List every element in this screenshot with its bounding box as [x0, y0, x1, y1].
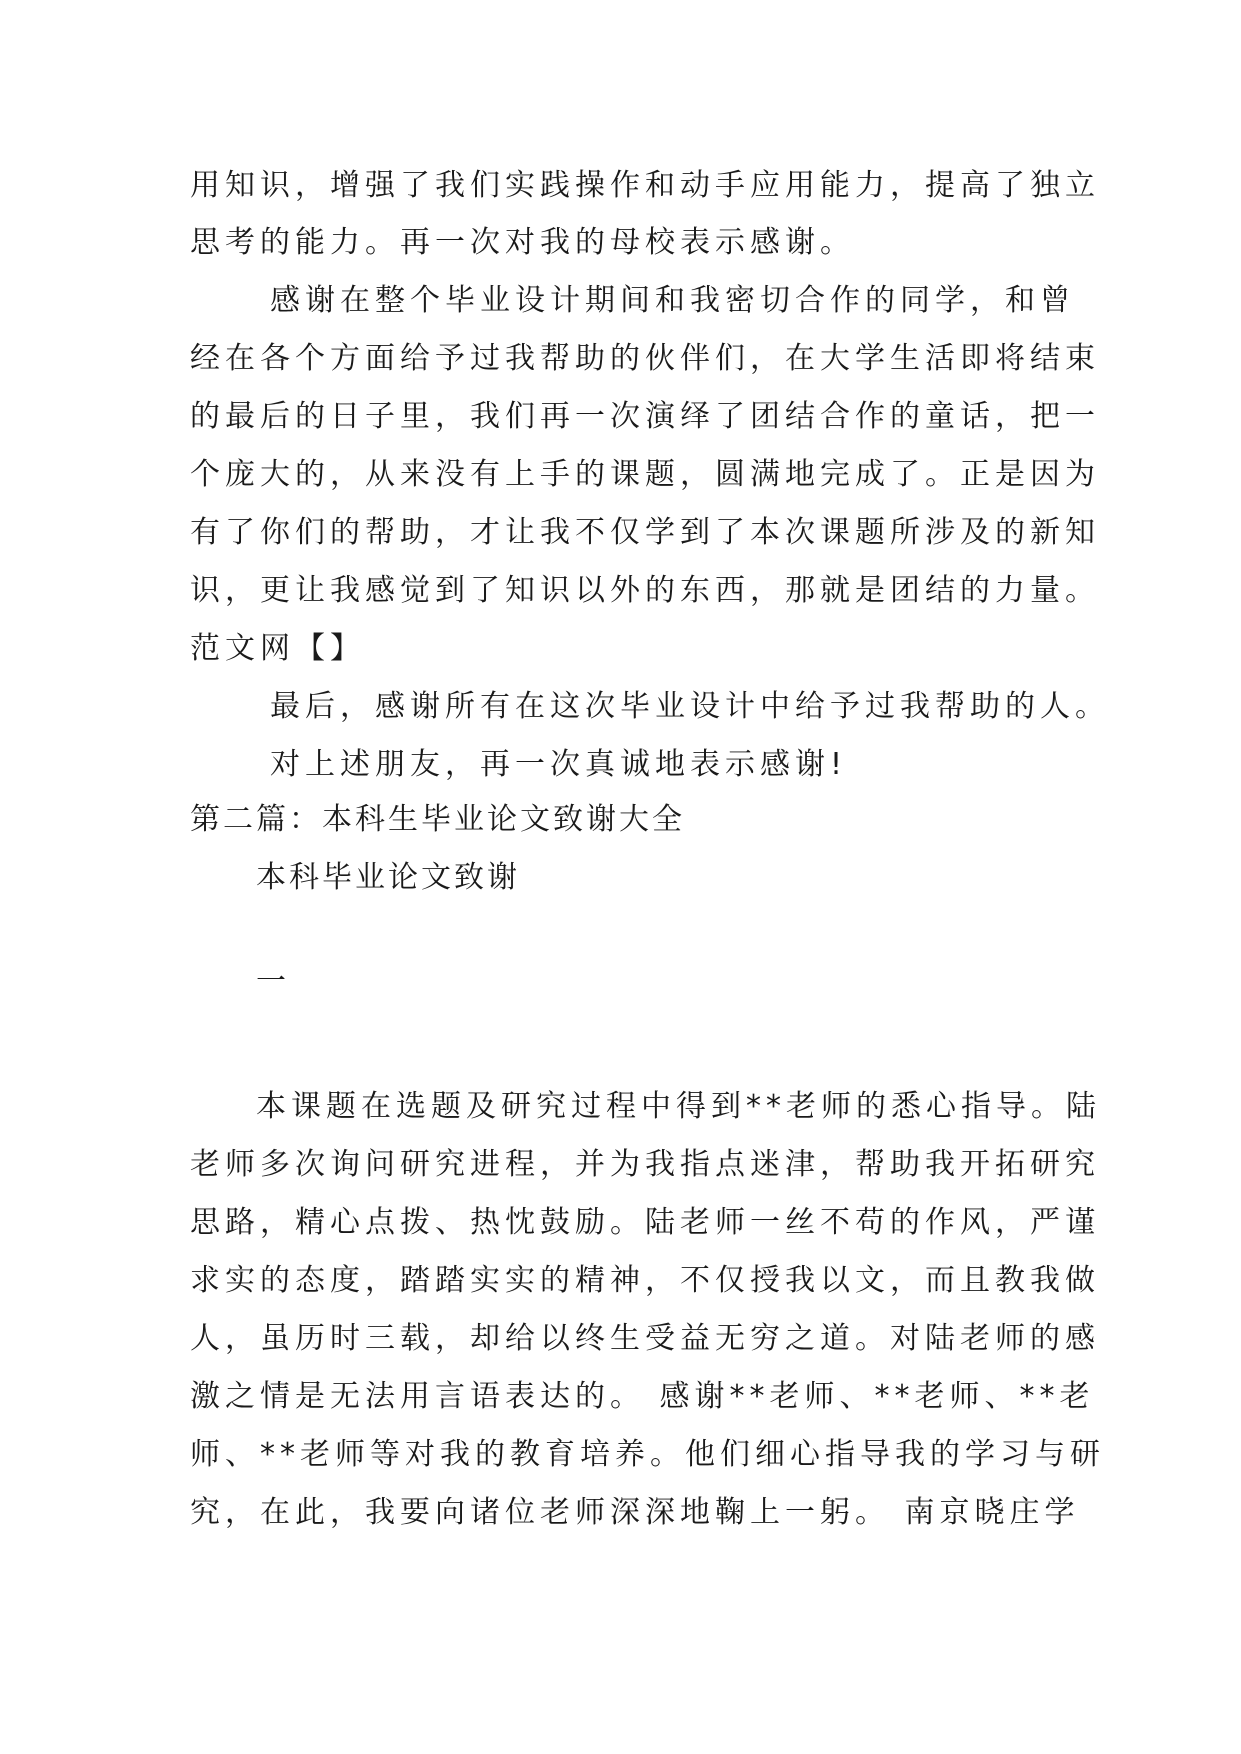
text-line: 的最后的日子里，我们再一次演绎了团结合作的童话，把一 — [190, 399, 1100, 434]
text-line: 老师多次询问研究进程，并为我指点迷津，帮助我开拓研究 — [190, 1147, 1100, 1182]
text-line: 用知识，增强了我们实践操作和动手应用能力，提高了独立 — [190, 168, 1100, 203]
text-line: 师、**老师等对我的教育培养。他们细心指导我的学习与研 — [190, 1437, 1105, 1472]
text-line: 识，更让我感觉到了知识以外的东西，那就是团结的力量。 — [190, 573, 1100, 608]
section-number: 一 — [256, 964, 291, 999]
paragraph-start-line: 最后，感谢所有在这次毕业设计中给予过我帮助的人。 — [270, 689, 1110, 724]
text-line: 经在各个方面给予过我帮助的伙伴们，在大学生活即将结束 — [190, 341, 1100, 376]
paragraph-start-line: 对上述朋友，再一次真诚地表示感谢! — [270, 747, 848, 782]
text-line: 究，在此，我要向诸位老师深深地鞠上一躬。 南京晓庄学 — [190, 1495, 1080, 1530]
text-line: 思路，精心点拨、热忱鼓励。陆老师一丝不苟的作风，严谨 — [190, 1205, 1100, 1240]
text-line: 思考的能力。再一次对我的母校表示感谢。 — [190, 225, 855, 260]
text-line: 人，虽历时三载，却给以终生受益无穷之道。对陆老师的感 — [190, 1321, 1100, 1356]
text-line: 有了你们的帮助，才让我不仅学到了本次课题所涉及的新知 — [190, 515, 1100, 550]
source-note: 范文网【】 — [190, 631, 365, 666]
section-subheading: 本科毕业论文致谢 — [256, 860, 520, 895]
text-line: 个庞大的，从来没有上手的课题，圆满地完成了。正是因为 — [190, 457, 1100, 492]
text-line: 激之情是无法用言语表达的。 感谢**老师、**老师、**老 — [190, 1379, 1095, 1414]
text-line: 求实的态度，踏踏实实的精神，不仅授我以文，而且教我做 — [190, 1263, 1100, 1298]
paragraph-start-line: 本课题在选题及研究过程中得到**老师的悉心指导。陆 — [256, 1089, 1101, 1124]
section-heading: 第二篇：本科生毕业论文致谢大全 — [190, 802, 685, 837]
paragraph-start-line: 感谢在整个毕业设计期间和我密切合作的同学，和曾 — [270, 283, 1075, 318]
